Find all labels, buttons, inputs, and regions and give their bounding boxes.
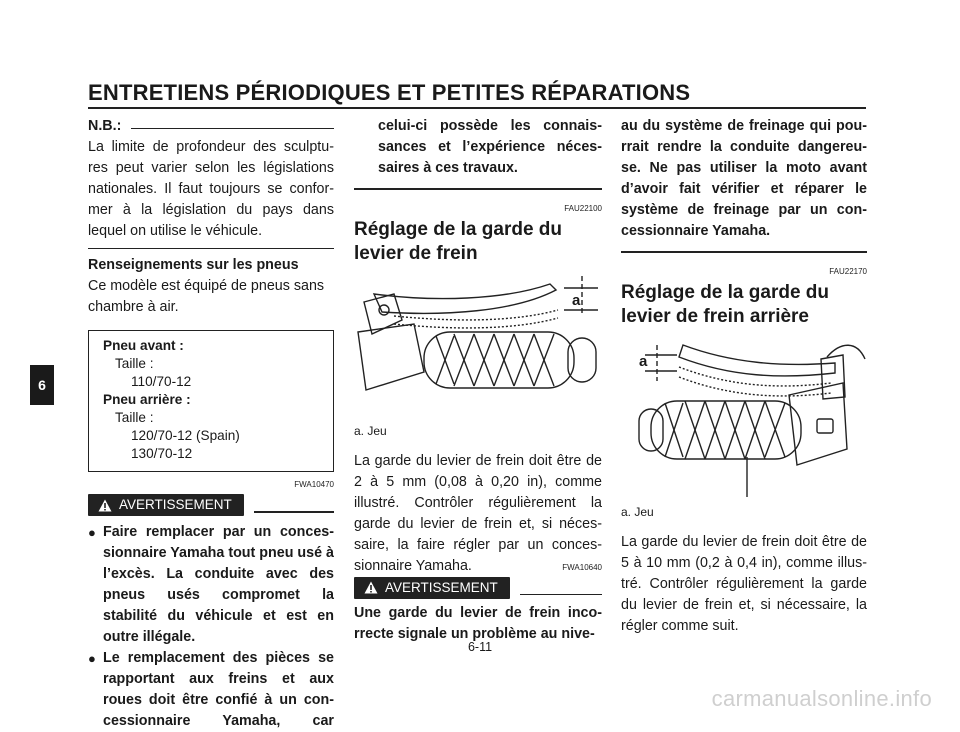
rear-tire-label: Pneu arrière : — [103, 392, 191, 407]
bullet-text: Le remplacement des pièces se rapportant aux freins et aux roues doit être confié à un con-cessionnaire Yamaha, car — [103, 650, 334, 729]
column-2 — [354, 116, 602, 645]
body-text: La garde du levier de frein doit être de 2 à 5 mm (0,08 à 0,20 in), comme illustré. Contrôler régulièrement la garde du levier de frein et, si néces-saire, la faire régler par un conces-sionnaire Yamaha. — [354, 452, 602, 574]
page-number: 6-11 — [467, 640, 493, 654]
warning-code: FWA10640 — [562, 562, 602, 572]
warning-code: FWA10470 — [294, 480, 334, 489]
bullet-dot: ● — [88, 525, 96, 540]
warning-label: AVERTISSEMENT — [385, 579, 498, 595]
rear-brake-lever-illustration — [621, 337, 867, 501]
page-title: ENTRETIENS PÉRIODIQUES ET PETITES RÉPARATIONS — [88, 80, 691, 105]
rear-brake-lever-figure — [621, 337, 867, 501]
watermark: carmanualsonline.info — [711, 686, 932, 711]
warning-end-rule — [354, 188, 602, 190]
note-rule — [131, 128, 334, 129]
front-brake-lever-illustration — [354, 272, 602, 420]
section-code: FAU22170 — [829, 266, 867, 276]
bullet-dot: ● — [88, 651, 96, 666]
bullet-text: Faire remplacer par un conces-sionnaire Yamaha tout pneu usé à l’excès. La conduite avec des pneus usés compromet la stabilité du véhicule et est en outre illégale. — [103, 524, 334, 645]
warning-triangle-icon — [98, 499, 112, 512]
figure-label-a: a — [572, 291, 581, 309]
rear-size-label: Taille : — [115, 410, 154, 425]
section-heading: Réglage de la garde du levier de frein — [354, 218, 562, 264]
note-header — [88, 116, 334, 137]
warning-bullet — [88, 648, 334, 732]
figure-caption: a. Jeu — [354, 423, 387, 438]
warning-bullets — [88, 522, 334, 732]
note-label: N.B.: — [88, 118, 122, 134]
tire-info-heading: Renseignements sur les pneus — [88, 257, 299, 273]
section-heading: Réglage de la garde du levier de frein arrière — [621, 281, 829, 327]
column-3 — [621, 116, 867, 637]
chapter-tab: 6 — [30, 365, 54, 405]
front-size-label: Taille : — [115, 356, 154, 371]
rear-size-value-2: 130/70-12 — [131, 446, 193, 461]
note-text: La limite de profondeur des sculptu-res peut varier selon les législations nationales. Il faut toujours se confor-mer à la législation du pays dans lequel on utilise le véhicule. — [88, 139, 334, 239]
note-end-rule — [88, 248, 334, 249]
warning-label: AVERTISSEMENT — [119, 497, 232, 512]
warning-bullet — [88, 522, 334, 648]
tire-info-text: Ce modèle est équipé de pneus sans chambre à air. — [88, 278, 325, 315]
warning-header — [354, 577, 602, 599]
warning-rule — [520, 594, 602, 596]
body-text: La garde du levier de frein doit être de 5 à 10 mm (0,2 à 0,4 in), comme illus-tré. Contrôler régulièrement la garde du levier de frein et, si nécessaire, la régler comme suit. — [621, 533, 867, 634]
tire-spec-box — [88, 330, 334, 472]
title-rule — [88, 107, 866, 109]
warning-text: Une garde du levier de frein inco-rrecte signale un problème au nive- — [354, 604, 602, 642]
warning-end-rule — [621, 251, 867, 253]
figure-caption: a. Jeu — [621, 504, 654, 519]
section-code: FAU22100 — [564, 203, 602, 213]
warning-badge — [88, 494, 244, 516]
continued-warning-text: celui-ci possède les connais-sances et l’expérience néces-saires à ces travaux. — [378, 118, 602, 176]
warning-header — [88, 494, 334, 516]
column-1 — [88, 116, 334, 732]
figure-label-a: a — [639, 352, 648, 370]
warning-rule — [254, 511, 334, 513]
brake-lever-figure — [354, 272, 602, 420]
rear-size-value-1: 120/70-12 (Spain) — [131, 428, 240, 443]
warning-badge — [354, 577, 510, 599]
continued-warning-text: au du système de freinage qui pou-rrait rendre la conduite dangereu-se. Ne pas utiliser la moto avant d’avoir fait vérifier et réparer le système de freinage par un con-cessionnaire Yamaha. — [621, 118, 867, 239]
front-tire-label: Pneu avant : — [103, 338, 184, 353]
warning-triangle-icon — [364, 581, 378, 594]
front-size-value: 110/70-12 — [131, 374, 192, 389]
